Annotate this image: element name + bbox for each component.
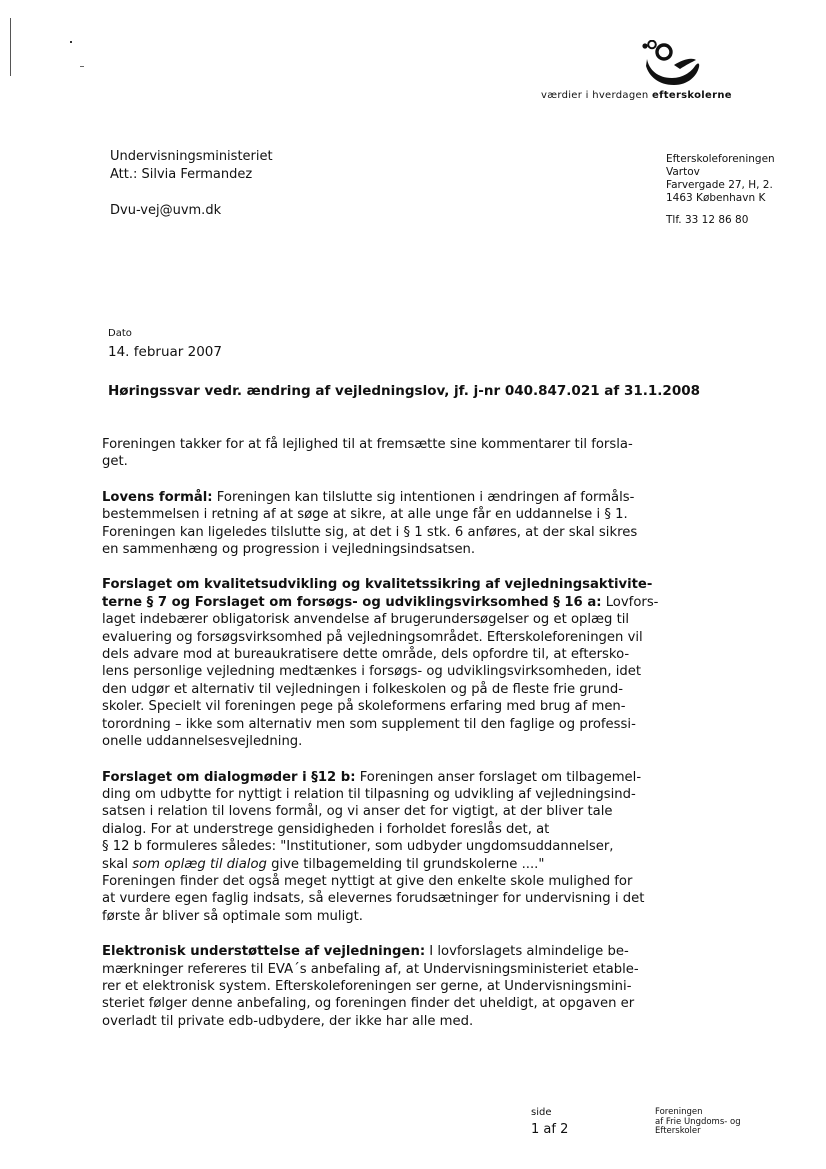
scan-speck [70,41,72,43]
sender-line2: Vartov [666,166,700,178]
section-heading: Elektronisk understøttelse af vejledningen: [102,944,426,960]
date-value: 14. februar 2007 [108,344,222,360]
italic-phrase: som oplæg til dialog [132,856,267,872]
section-dialogmoeder: Forslaget om dialogmøder i §12 b: Foreningen anser forslaget om tilbagemel- ding om udbytte for nyttigt i relation til tilpasning og udvikling af vejledningsind- satsen i relation til lovens formål, og vi anser det for vigtigt, at der bliver tale dialog. For at understrege gensidigheden i forholdet foreslås det, at § 12 b formuleres således: "Institutioner, som udbyder ungdomsuddannelser, skal som oplæg til dialog give tilbagemelding til grundskolerne ...." Foreningen finder det også meget nyttigt at give den enkelte skole mulighed for at vurdere egen faglig indsats, så elevernes forudsætninger for undervisning i det første år bliver så optimale som muligt. [102,769,645,924]
section-heading: terne § 7 og Forslaget om forsøgs- og udviklingsvirksomhed § 16 a: [102,594,602,610]
section-elektronisk: Elektronisk understøttelse af vejledningen: I lovforslagets almindelige be- mærkninger refereres til EVA´s anbefaling af, at Undervisningsministeriet etable- rer et elektronisk system. Efterskoleforeningen ser gerne, at Undervisningsmini- steriet følger denne anbefaling, og foreningen finder det uheldigt, at opgaven er overladt til private edb-udbydere, der ikke har alle med. [102,944,639,1029]
recipient-name: Undervisningsministeriet [110,149,273,164]
recipient-att: Att.: Silvia Fermandez [110,167,253,182]
tagline-brand: efterskolerne [652,90,732,101]
sender-block [666,153,775,227]
intro-paragraph: Foreningen takker for at få lejlighed til at fremsætte sine kommentarer til forsla- get. [102,437,633,470]
section-heading: Forslaget om kvalitetsudvikling og kvalitetssikring af vejledningsaktivite- [102,577,653,593]
section-kvalitetsudvikling: Forslaget om kvalitetsudvikling og kvalitetssikring af vejledningsaktivite- terne § 7 og Forslaget om forsøgs- og udviklingsvirksomhed § 16 a: Lovfors- laget indebærer obligatorisk anvendelse af brugerundersøgelser og et oplæg til evaluering og forsøgsvirksomhed på vejledningsområdet. Efterskoleforeningen vil dels advare mod at bureaukratisere dette område, dels opfordre til, at eftersko- lens personlige vejledning medtænkes i forsøgs- og udviklingsvirksomheden, idet den udgør et alternativ til vejledningen i folkeskolen og på de fleste frie grund- skoler. Specielt vil foreningen pege på skoleformens erfaring med brug af men- torordning – ikke som alternativ men som supplement til den faglige og professi- onelle uddannelsesvejledning. [102,577,659,750]
tagline-prefix: værdier i hverdagen [541,90,649,101]
tagline [541,90,732,101]
sender-city: 1463 København K [666,192,766,204]
letter-body [102,436,662,1048]
sender-org: Efterskoleforeningen [666,153,775,165]
efterskolerne-logo-icon [638,40,702,90]
sender-phone: Tlf. 33 12 86 80 [666,214,749,226]
section-heading: Forslaget om dialogmøder i §12 b: [102,769,356,785]
page-number: 1 af 2 [531,1122,569,1137]
footer-org: Foreningen af Frie Ungdoms- og Efterskoler [655,1107,741,1136]
recipient-block [110,148,273,220]
date-label: Dato [108,328,132,339]
sender-street: Farvergade 27, H, 2. [666,179,773,191]
recipient-email: Dvu-vej@uvm.dk [110,203,222,218]
section-heading: Lovens formål: [102,489,213,505]
scan-speck [80,66,84,67]
subject-heading: Høringssvar vedr. ændring af vejledningslov, jf. j-nr 040.847.021 af 31.1.2008 [108,383,701,399]
page-label: side [531,1107,552,1118]
section-lovens-formaal: Lovens formål: Foreningen kan tilslutte sig intentionen i ændringen af formåls- bestemmelsen i retning af at søge at sikre, at alle unge får en uddannelse i § 1. Foreningen kan ligeledes tilslutte sig, at det i § 1 stk. 6 anføres, at der skal sikres en sammenhæng og progression i vejledningsindsatsen. [102,489,638,558]
scan-margin-line [10,18,11,76]
